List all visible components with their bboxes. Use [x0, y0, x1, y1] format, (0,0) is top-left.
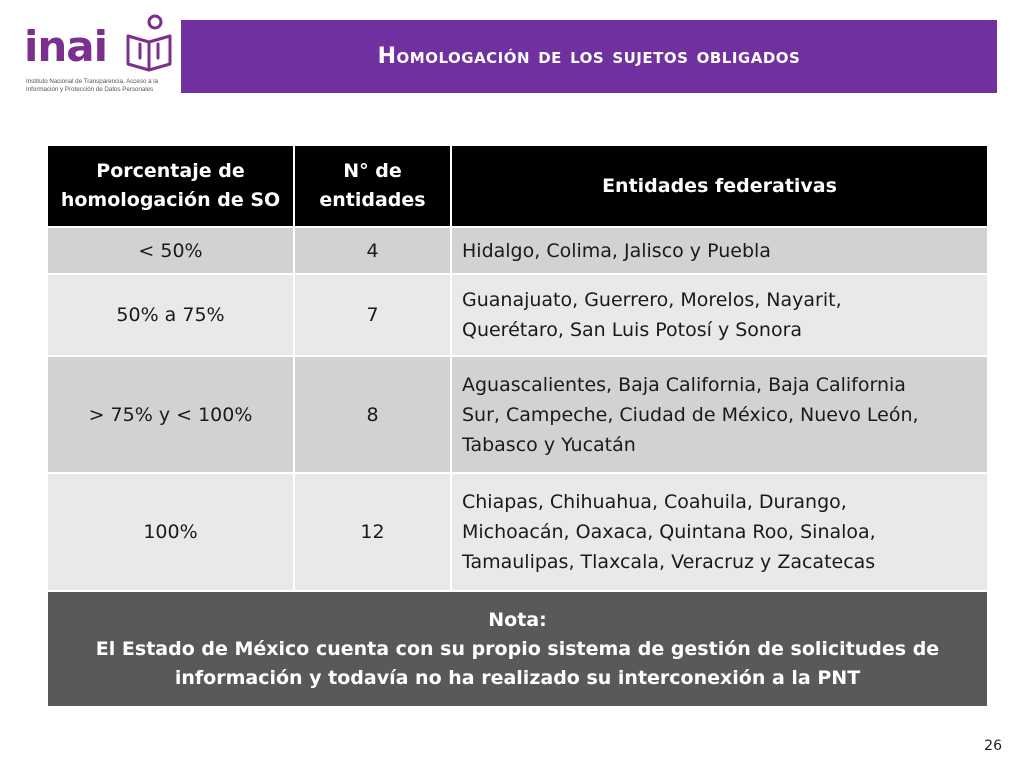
entities-line: Tamaulipas, Tlaxcala, Veracruz y Zacatecas — [462, 551, 876, 573]
cell-count: 4 — [294, 227, 451, 274]
cell-count: 7 — [294, 274, 451, 356]
note-cell — [48, 591, 987, 706]
entities-line: Chiapas, Chihuahua, Coahuila, Durango, — [462, 491, 847, 513]
header-count — [294, 146, 451, 227]
logo-tagline: Instituto Nacional de Transparencia, Acceso a la Información y Protección de Datos Personales — [26, 78, 159, 93]
entities-line: Aguascalientes, Baja California, Baja California — [462, 373, 906, 396]
entities-line: Querétaro, San Luis Potosí y Sonora — [462, 319, 803, 341]
cell-percentage: < 50% — [48, 227, 294, 274]
entities-line: Hidalgo, Colima, Jalisco y Puebla — [462, 239, 771, 262]
header-percentage — [48, 146, 294, 227]
header-count-line: entidades — [319, 189, 426, 211]
person-book-icon — [122, 14, 176, 76]
title-banner — [181, 20, 997, 93]
table-row — [48, 227, 987, 274]
cell-percentage: > 75% y < 100% — [48, 356, 294, 473]
note-line: El Estado de México cuenta con su propio sistema de gestión de solicitudes de — [95, 637, 940, 660]
table-row — [48, 356, 987, 473]
note-line: información y todavía no ha realizado su interconexión a la PNT — [174, 666, 861, 689]
note-label: Nota: — [488, 608, 547, 631]
homologation-table — [48, 146, 987, 706]
entities-line: Guanajuato, Guerrero, Morelos, Nayarit, — [462, 289, 842, 311]
cell-percentage: 50% a 75% — [48, 274, 294, 356]
page-number: 26 — [984, 738, 1002, 754]
table-row — [48, 274, 987, 356]
header-percentage-line: homologación de SO — [60, 189, 281, 211]
note-row — [48, 591, 987, 706]
cell-count: 12 — [294, 473, 451, 591]
entities-line: Tabasco y Yucatán — [462, 433, 636, 456]
table-row — [48, 473, 987, 591]
entities-line: Michoacán, Oaxaca, Quintana Roo, Sinaloa, — [462, 521, 876, 543]
cell-entities — [451, 356, 987, 473]
cell-entities — [451, 227, 987, 274]
cell-entities — [451, 473, 987, 591]
cell-percentage: 100% — [48, 473, 294, 591]
page-title: Homologación de los sujetos obligados — [377, 44, 801, 69]
header-entities: Entidades federativas — [451, 146, 987, 227]
header-percentage-line: Porcentaje de — [96, 160, 245, 182]
logo-wordmark: inai — [24, 22, 108, 71]
table-header-row — [48, 146, 987, 227]
header-count-line: N° de — [343, 160, 402, 182]
entities-line: Sur, Campeche, Ciudad de México, Nuevo León, — [462, 403, 919, 426]
cell-count: 8 — [294, 356, 451, 473]
inai-logo — [24, 14, 174, 96]
cell-entities — [451, 274, 987, 356]
